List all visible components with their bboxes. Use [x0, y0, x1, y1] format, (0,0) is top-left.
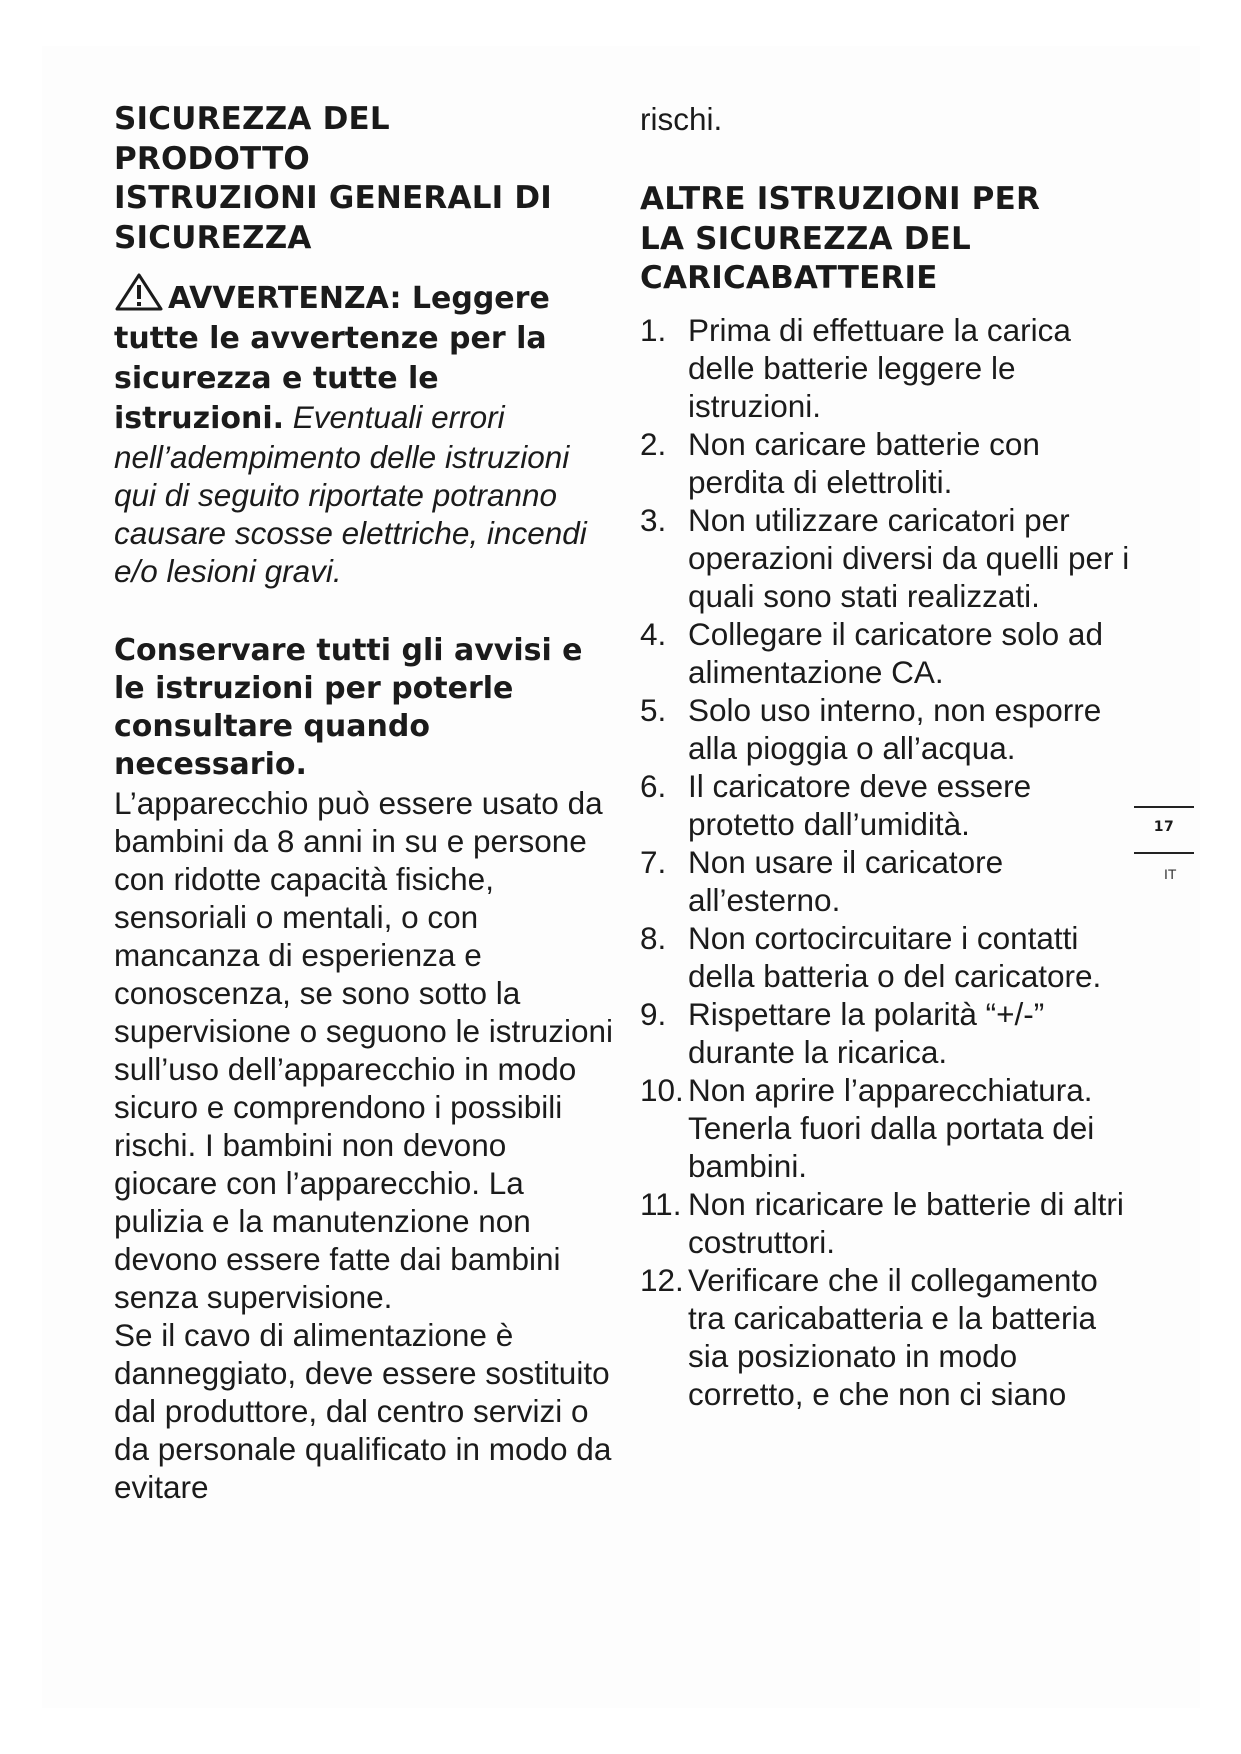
side-page-tab [1134, 806, 1194, 888]
item-text: Collegare il caricatore solo ad alimentazione CA. [688, 615, 1103, 690]
title-line: LA SICUREZZA DEL [640, 220, 971, 257]
item-number: 8. [640, 919, 667, 956]
item-number: 4. [640, 615, 667, 652]
item-number: 6. [640, 767, 667, 804]
item-text: Prima di effettuare la carica delle batterie leggere le istruzioni. [688, 311, 1071, 424]
list-item [640, 843, 1140, 919]
title-line: PRODOTTO [114, 140, 310, 177]
item-number: 7. [640, 843, 667, 880]
item-text: Non utilizzare caricatori per operazioni diversi da quelli per i quali sono stati realizzati. [688, 501, 1130, 614]
warning-bold-text: AVVERTENZA: Leggere tutte le avvertenze per la sicurezza e tutte le istruzioni. [114, 281, 550, 436]
warning-triangle-icon [114, 272, 164, 312]
item-number: 1. [640, 311, 667, 348]
list-item [640, 995, 1140, 1071]
page-number: 17 [1153, 819, 1175, 835]
divider [1134, 852, 1194, 854]
item-text: Rispettare la polarità “+/-” durante la ricarica. [688, 995, 1045, 1070]
title-line: ALTRE ISTRUZIONI PER [640, 181, 1041, 217]
paragraph-power-cable: Se il cavo di alimentazione è danneggiato, deve essere sostituito dal produttore, dal centro servizi o da personale qualificato in modo da evitare [114, 1317, 612, 1505]
item-number: 2. [640, 425, 667, 462]
item-text: Solo uso interno, non esporre alla pioggia o all’acqua. [688, 691, 1102, 766]
item-text: Non caricare batterie con perdita di elettroliti. [688, 425, 1040, 500]
title-line: ISTRUZIONI GENERALI DI [114, 180, 553, 216]
item-text: Non usare il caricatore all’esterno. [688, 843, 1004, 918]
list-item [640, 311, 1140, 425]
warning-block [114, 272, 614, 590]
item-number: 11. [640, 1185, 682, 1222]
list-item [640, 425, 1140, 501]
list-item [640, 919, 1140, 995]
warning-italic-text: Eventuali errori nell’adempimento delle istruzioni qui di seguito riportate potranno causare scosse elettriche, incendi e/o lesioni gravi. [114, 399, 587, 589]
item-number: 5. [640, 691, 667, 728]
left-column [114, 100, 614, 1506]
continuation-text: rischi. [640, 101, 723, 137]
item-text: Non aprire l’apparecchiatura. Tenerla fuori dalla portata dei bambini. [688, 1071, 1095, 1184]
section-title-charger-safety [640, 180, 1140, 299]
conserve-heading: Conservare tutti gli avvisi e le istruzioni per poterle consultare quando necessario. [114, 633, 583, 782]
list-item [640, 1185, 1140, 1261]
list-item [640, 767, 1140, 843]
list-item [640, 615, 1140, 691]
list-item [640, 1071, 1140, 1185]
item-text: Non ricaricare le batterie di altri costruttori. [688, 1185, 1124, 1260]
language-code: IT [1164, 866, 1177, 882]
title-line: SICUREZZA DEL [114, 101, 390, 137]
item-text: Verificare che il collegamento tra caricabatteria e la batteria sia posizionato in modo corretto, e che non ci siano [688, 1261, 1098, 1412]
right-column [640, 100, 1140, 1413]
paragraph-children-usage: L’apparecchio può essere usato da bambini da 8 anni in su e persone con ridotte capacità fisiche, sensoriali o mentali, o con mancanza di esperienza e conoscenza, se sono sotto la supervisione o seguono le istruzioni sull’uso dell’apparecchio in modo sicuro e comprendono i possibili rischi. I bambini non devono giocare con l’apparecchio. La pulizia e la manutenzione non devono essere fatte dai bambini senza supervisione. [114, 785, 614, 1315]
list-item [640, 501, 1140, 615]
divider [1134, 806, 1194, 808]
section-title-product-safety [114, 100, 614, 258]
item-number: 10. [640, 1071, 684, 1108]
title-line: CARICABATTERIE [640, 260, 938, 296]
item-number: 12. [640, 1261, 684, 1298]
item-number: 3. [640, 501, 667, 538]
item-text: Il caricatore deve essere protetto dall’umidità. [688, 767, 1032, 842]
list-item [640, 1261, 1140, 1413]
title-line: SICUREZZA [114, 219, 312, 256]
item-text: Non cortocircuitare i contatti della batteria o del caricatore. [688, 919, 1102, 994]
item-number: 9. [640, 995, 667, 1032]
charger-instructions-list [640, 311, 1140, 1413]
list-item [640, 691, 1140, 767]
